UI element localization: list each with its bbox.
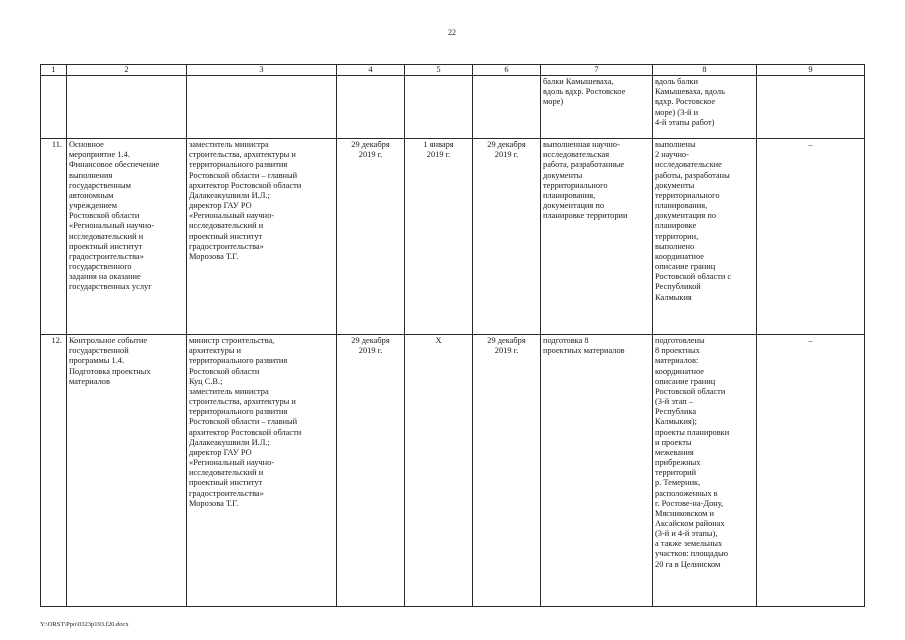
activity-name-cell: Контрольное событие государственной программы 1.4. Подготовка проектных материалов	[67, 335, 187, 607]
expected-result-cell: подготовка 8 проектных материалов	[541, 335, 653, 607]
responsible-cell: заместитель министра строительства, архитектуры и территориального развития Ростовской области – главный архитектор Ростовской области Далакеакушвили И.Л.; директор ГАУ РО «Региональный научно- исследовательский и проектный институт градостроительства» Морозова Т.Г.	[187, 139, 337, 335]
column-header: 5	[405, 65, 473, 76]
table-header-row	[41, 65, 865, 76]
date-cell: 1 января 2019 г.	[405, 139, 473, 335]
table-cell	[405, 76, 473, 139]
table-cell	[337, 76, 405, 139]
table-cell	[41, 76, 67, 139]
column-header: 8	[653, 65, 757, 76]
column-header: 9	[757, 65, 865, 76]
column-header: 4	[337, 65, 405, 76]
date-cell: 29 декабря 2019 г.	[473, 139, 541, 335]
column-header: 6	[473, 65, 541, 76]
activity-table	[40, 64, 865, 607]
row-number-cell: 12.	[41, 335, 67, 607]
actual-result-cell: выполнены 2 научно- исследовательские работы, разработаны документы территориального планирования, документация по планировке территории, выполнено координатное описание границ Ростовской области с Республикой Калмыкия	[653, 139, 757, 335]
table-cell	[187, 76, 337, 139]
expected-result-cell: выполненная научно- исследовательская работа, разработанные документы территориального планирования, документация по планировке территории	[541, 139, 653, 335]
table-cell	[473, 76, 541, 139]
notes-cell: –	[757, 335, 865, 607]
notes-cell: –	[757, 139, 865, 335]
table-cell: вдоль балки Камышеваха, вдоль вдхр. Ростовское море) (3-й и 4-й этапы работ)	[653, 76, 757, 139]
date-cell: 29 декабря 2019 г.	[337, 139, 405, 335]
date-cell: Х	[405, 335, 473, 607]
page-number: 22	[448, 28, 456, 37]
column-header: 2	[67, 65, 187, 76]
footer-file-path: Y:\ORST\Ppo\0323p193.f20.docx	[40, 621, 129, 628]
table-row-11	[41, 139, 865, 335]
responsible-cell: министр строительства, архитектуры и территориального развития Ростовской области Куц С.В.; заместитель министра строительства, архитектуры и территориального развития Ростовской области – главный архитектор Ростовской области Далакеакушвили И.Л.; директор ГАУ РО «Региональный научно- исследовательский и проектный институт градостроительства» Морозова Т.Г.	[187, 335, 337, 607]
row-number-cell: 11.	[41, 139, 67, 335]
date-cell: 29 декабря 2019 г.	[473, 335, 541, 607]
table-cell	[757, 76, 865, 139]
table-cell	[67, 76, 187, 139]
table-cell: балки Камышеваха, вдоль вдхр. Ростовское море)	[541, 76, 653, 139]
table-row-12	[41, 335, 865, 607]
column-header: 3	[187, 65, 337, 76]
date-cell: 29 декабря 2019 г.	[337, 335, 405, 607]
column-header: 1	[41, 65, 67, 76]
table-row-continuation	[41, 76, 865, 139]
activity-name-cell: Основное мероприятие 1.4. Финансовое обеспечение выполнения государственным автономным учреждением Ростовской области «Региональный научно- исследовательский и проектный институт градостроительства» государственного задания на оказание государственных услуг	[67, 139, 187, 335]
column-header: 7	[541, 65, 653, 76]
actual-result-cell: подготовлены 8 проектных материалов: координатное описание границ Ростовской области (3-й этап – Республика Калмыкия); проекты планировки и проекты межевания прибрежных территорий р. Темерник, расположенных в г. Ростове-на-Дону, Мясниковском и Аксайском районах (3-й и 4-й этапы), а также земельных участков: площадью 20 га в Целинском	[653, 335, 757, 607]
